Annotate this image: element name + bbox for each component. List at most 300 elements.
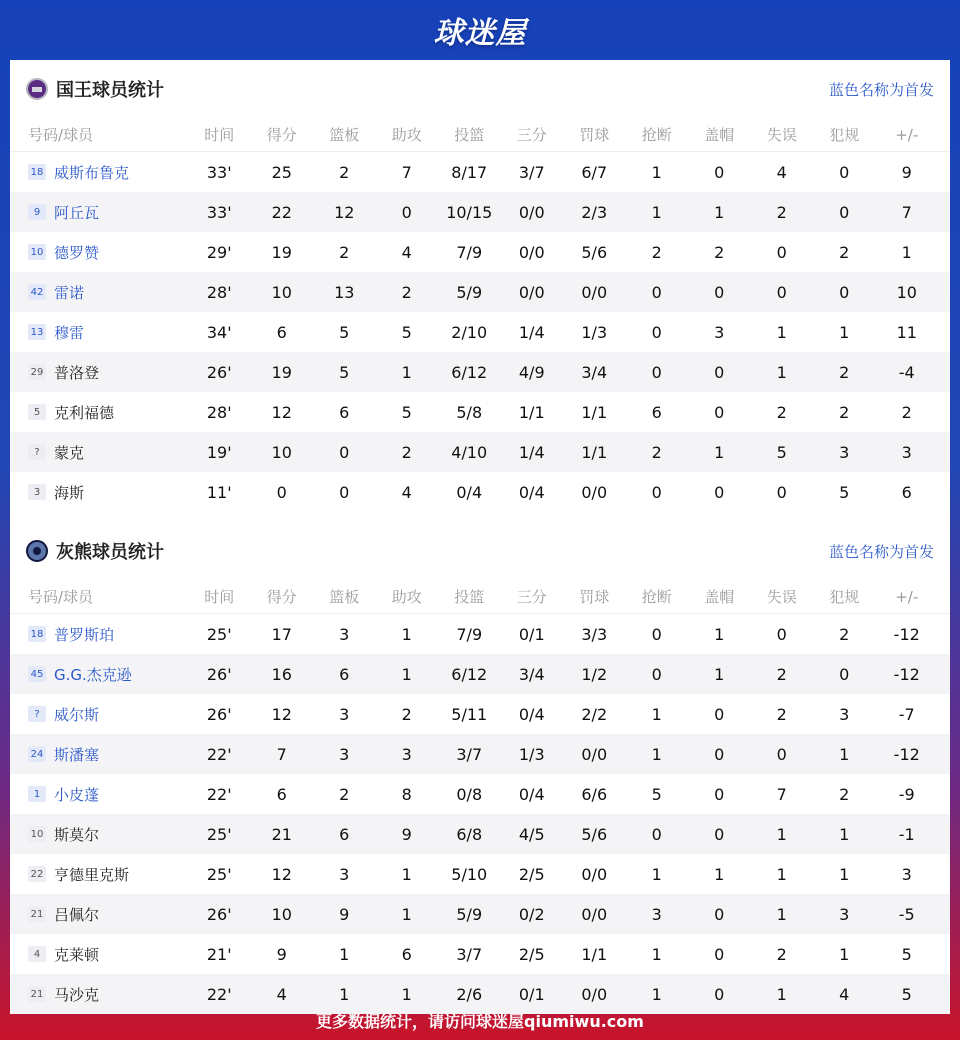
stat-cell: 1 <box>401 984 412 1004</box>
stat-cell: 1/4 <box>518 442 545 462</box>
stat-cell: 1 <box>776 864 787 884</box>
stat-cell: 3 <box>339 864 350 884</box>
player-cell <box>10 944 188 965</box>
column-header: 罚球 <box>579 126 610 144</box>
stat-cell: 2 <box>714 242 725 262</box>
stat-cell: 2 <box>651 442 662 462</box>
stat-cell: 1 <box>651 984 662 1004</box>
stat-cell: 6 <box>276 784 287 804</box>
stat-cell: 1/1 <box>581 944 608 964</box>
stat-cell: 0 <box>339 482 350 502</box>
brand-logo: 球迷屋 <box>433 16 527 51</box>
player-row <box>10 934 950 974</box>
stat-cell: 3 <box>839 704 850 724</box>
stat-cell: -5 <box>898 904 915 924</box>
player-cell <box>10 442 188 463</box>
stat-cell: 1 <box>339 944 350 964</box>
stat-cell: 0 <box>651 624 662 644</box>
stat-cell: 1 <box>776 984 787 1004</box>
stat-cell: 0 <box>776 242 787 262</box>
table-header-row <box>10 580 950 614</box>
stat-cell: 3/7 <box>456 944 483 964</box>
stat-cell: 22' <box>206 784 232 804</box>
stat-cell: 2 <box>401 704 412 724</box>
stat-cell: 5 <box>339 362 350 382</box>
stat-cell: 0 <box>714 362 725 382</box>
stat-cell: 5/9 <box>456 904 483 924</box>
player-name[interactable]: 普罗斯珀 <box>54 625 115 644</box>
stat-cell: -9 <box>898 784 915 804</box>
stat-cell: 3/4 <box>581 362 608 382</box>
stat-cell: 0 <box>651 824 662 844</box>
stat-cell: 1 <box>714 864 725 884</box>
player-name: 克利福德 <box>54 403 115 422</box>
player-row <box>10 614 950 654</box>
stat-cell: 2 <box>839 362 850 382</box>
stat-cell: 0 <box>651 322 662 342</box>
player-cell <box>10 162 188 183</box>
player-row <box>10 432 950 472</box>
stat-cell: 0 <box>714 162 725 182</box>
stat-cell: 28' <box>206 282 232 302</box>
starter-legend: 蓝色名称为首发 <box>828 542 934 561</box>
stat-cell: 0/0 <box>581 744 608 764</box>
stat-cell: 26' <box>206 704 232 724</box>
jersey-number: 1 <box>28 786 46 802</box>
stat-cell: 7 <box>901 202 912 222</box>
stat-cell: 0 <box>776 624 787 644</box>
column-header: 得分 <box>266 126 297 144</box>
stat-cell: 1/3 <box>581 322 608 342</box>
player-row <box>10 654 950 694</box>
stat-cell: 2 <box>839 784 850 804</box>
team-title-group <box>26 76 164 102</box>
column-header: 投篮 <box>454 588 485 606</box>
stat-cell: 0 <box>839 162 850 182</box>
stat-cell: 12 <box>271 704 292 724</box>
player-name: 克莱顿 <box>54 945 100 964</box>
stat-cell: 5/11 <box>451 704 488 724</box>
stat-cell: 1 <box>776 824 787 844</box>
player-name: 斯莫尔 <box>54 825 100 844</box>
stat-cell: 1 <box>339 984 350 1004</box>
stat-cell: 1 <box>651 202 662 222</box>
stat-cell: 0/4 <box>518 784 545 804</box>
stat-cell: 19 <box>271 242 292 262</box>
stat-cell: 2/3 <box>581 202 608 222</box>
stat-cell: 4 <box>401 242 412 262</box>
stat-cell: 7 <box>401 162 412 182</box>
stat-cell: 0 <box>714 904 725 924</box>
player-row <box>10 734 950 774</box>
stat-cell: -7 <box>898 704 915 724</box>
column-header: 篮板 <box>329 588 360 606</box>
stat-cell: 1 <box>776 322 787 342</box>
column-header: 篮板 <box>329 126 360 144</box>
stat-cell: 28' <box>206 402 232 422</box>
stat-cell: 0/0 <box>581 282 608 302</box>
stat-cell: 0/4 <box>518 482 545 502</box>
player-row <box>10 894 950 934</box>
stat-cell: 1 <box>401 624 412 644</box>
stat-cell: 3 <box>339 704 350 724</box>
stat-cell: 1 <box>651 864 662 884</box>
stat-cell: 0 <box>714 984 725 1004</box>
jersey-number: 21 <box>28 906 46 922</box>
team-title: 灰熊球员统计 <box>56 542 164 563</box>
stat-cell: 8/17 <box>451 162 488 182</box>
jersey-number: 42 <box>28 284 46 300</box>
stat-cell: 25' <box>206 864 232 884</box>
stat-cell: 4 <box>401 482 412 502</box>
stat-cell: 25' <box>206 624 232 644</box>
stat-cell: 22' <box>206 984 232 1004</box>
column-header: 助攻 <box>391 126 422 144</box>
stat-cell: 9 <box>901 162 912 182</box>
stat-cell: 1 <box>714 624 725 644</box>
player-row <box>10 774 950 814</box>
stat-cell: 25' <box>206 824 232 844</box>
stat-cell: 0 <box>776 744 787 764</box>
stat-cell: 0 <box>339 442 350 462</box>
stat-cell: 12 <box>334 202 355 222</box>
starter-legend: 蓝色名称为首发 <box>828 80 934 99</box>
stat-cell: -12 <box>893 744 920 764</box>
stat-cell: 1/1 <box>581 402 608 422</box>
stat-cell: 2 <box>401 282 412 302</box>
player-name[interactable]: 雷诺 <box>54 283 85 302</box>
stat-cell: 1 <box>776 362 787 382</box>
stat-cell: 3/7 <box>456 744 483 764</box>
stat-cell: 5/8 <box>456 402 483 422</box>
jersey-number: 22 <box>28 866 46 882</box>
stat-cell: -12 <box>893 664 920 684</box>
stat-cell: 1 <box>651 704 662 724</box>
player-name[interactable]: 威斯布鲁克 <box>54 163 130 182</box>
jersey-number: 4 <box>28 946 46 962</box>
stat-cell: 4/5 <box>518 824 545 844</box>
stat-cell: 6 <box>339 664 350 684</box>
player-name: 吕佩尔 <box>54 905 100 924</box>
stat-cell: 2 <box>776 402 787 422</box>
stat-cell: 1 <box>839 944 850 964</box>
column-header: +/- <box>895 125 919 144</box>
player-row <box>10 232 950 272</box>
stat-cell: 0/1 <box>518 984 545 1004</box>
player-cell <box>10 824 188 845</box>
stat-cell: 22' <box>206 744 232 764</box>
stat-cell: -1 <box>898 824 915 844</box>
stat-cell: 0 <box>714 482 725 502</box>
jersey-number: ? <box>28 444 46 460</box>
player-name[interactable]: 穆雷 <box>54 323 85 342</box>
jersey-number: 9 <box>28 204 46 220</box>
stat-cell: 5/9 <box>456 282 483 302</box>
stat-cell: 7 <box>776 784 787 804</box>
stat-cell: 1/1 <box>581 442 608 462</box>
stat-cell: 3/7 <box>518 162 545 182</box>
stat-cell: 10 <box>896 282 917 302</box>
stat-cell: 6 <box>401 944 412 964</box>
column-header: 盖帽 <box>704 588 735 606</box>
stat-cell: 0 <box>651 282 662 302</box>
stat-cell: 1/1 <box>518 402 545 422</box>
stat-cell: 1 <box>401 362 412 382</box>
player-cell <box>10 784 188 805</box>
stat-cell: 0 <box>776 282 787 302</box>
stat-cell: 2 <box>339 162 350 182</box>
team-title: 国王球员统计 <box>56 80 164 101</box>
jersey-number: 10 <box>28 244 46 260</box>
stat-cell: 19' <box>206 442 232 462</box>
stat-cell: 0/0 <box>581 984 608 1004</box>
stat-cell: 1/2 <box>581 664 608 684</box>
stat-cell: 29' <box>206 242 232 262</box>
player-cell <box>10 904 188 925</box>
stat-cell: 4 <box>276 984 287 1004</box>
jersey-number: 45 <box>28 666 46 682</box>
column-header: 号码/球员 <box>28 126 94 144</box>
player-row <box>10 192 950 232</box>
player-cell <box>10 242 188 263</box>
stat-cell: 10/15 <box>446 202 493 222</box>
stat-cell: 10 <box>271 904 292 924</box>
stat-cell: 10 <box>271 442 292 462</box>
player-name[interactable]: 威尔斯 <box>54 705 100 724</box>
column-header: 得分 <box>266 588 297 606</box>
stat-cell: 0 <box>839 664 850 684</box>
stat-cell: 16 <box>271 664 292 684</box>
column-header: 三分 <box>516 126 547 144</box>
stat-cell: 1 <box>901 242 912 262</box>
stat-cell: 5 <box>839 482 850 502</box>
stat-cell: 0 <box>276 482 287 502</box>
stat-cell: 5/6 <box>581 824 608 844</box>
player-row <box>10 272 950 312</box>
column-header: 罚球 <box>579 588 610 606</box>
stat-cell: 3 <box>839 442 850 462</box>
stat-cell: 26' <box>206 664 232 684</box>
stat-cell: 1 <box>401 664 412 684</box>
stat-cell: 10 <box>271 282 292 302</box>
stat-cell: 3 <box>839 904 850 924</box>
stat-cell: 1 <box>651 944 662 964</box>
column-header: 盖帽 <box>704 126 735 144</box>
player-name[interactable]: G.G.杰克逊 <box>54 665 132 684</box>
stat-cell: 2 <box>339 784 350 804</box>
column-header: 助攻 <box>391 588 422 606</box>
stat-cell: 0 <box>839 202 850 222</box>
stat-cell: 9 <box>339 904 350 924</box>
player-cell <box>10 704 188 725</box>
player-name[interactable]: 德罗赞 <box>54 243 100 262</box>
stat-cell: 3/4 <box>518 664 545 684</box>
stat-cell: 3 <box>901 442 912 462</box>
stat-cell: 6/7 <box>581 162 608 182</box>
stat-cell: 1/4 <box>518 322 545 342</box>
stat-cell: 2/5 <box>518 864 545 884</box>
column-header: 时间 <box>204 588 235 606</box>
stat-cell: 34' <box>206 322 232 342</box>
stat-cell: 2 <box>651 242 662 262</box>
stat-cell: 5 <box>651 784 662 804</box>
column-header: 号码/球员 <box>28 588 94 606</box>
stat-cell: 2 <box>839 624 850 644</box>
stat-cell: 1 <box>714 202 725 222</box>
stat-cell: 2 <box>901 402 912 422</box>
stat-cell: 6/12 <box>451 362 488 382</box>
stat-cell: 0/2 <box>518 904 545 924</box>
stat-cell: 6/6 <box>581 784 608 804</box>
stat-cell: 0 <box>714 944 725 964</box>
stat-cell: 0/0 <box>518 202 545 222</box>
stat-cell: 1 <box>839 864 850 884</box>
player-row <box>10 312 950 352</box>
section-spacer <box>10 512 950 522</box>
stat-cell: 2 <box>839 402 850 422</box>
stat-cell: 11 <box>896 322 917 342</box>
player-name[interactable]: 斯潘塞 <box>54 745 100 764</box>
player-cell <box>10 282 188 303</box>
grizzlies-logo-icon <box>26 540 48 562</box>
jersey-number: 13 <box>28 324 46 340</box>
player-name: 马沙克 <box>54 985 100 1004</box>
stat-cell: 4/10 <box>451 442 488 462</box>
player-row <box>10 152 950 192</box>
stat-cell: 6/12 <box>451 664 488 684</box>
team-section-header <box>10 522 950 580</box>
team-section-header <box>10 60 950 118</box>
stat-cell: 4 <box>839 984 850 1004</box>
stat-cell: 5 <box>776 442 787 462</box>
player-cell <box>10 322 188 343</box>
stat-cell: 0 <box>714 402 725 422</box>
stat-cell: 21' <box>206 944 232 964</box>
stat-cell: 1 <box>651 744 662 764</box>
stat-cell: 0 <box>714 704 725 724</box>
stat-cell: 2 <box>776 664 787 684</box>
stat-cell: -4 <box>898 362 915 382</box>
stat-cell: 0 <box>714 744 725 764</box>
stat-cell: 5 <box>339 322 350 342</box>
stat-cell: 33' <box>206 202 232 222</box>
stat-cell: 2/10 <box>451 322 488 342</box>
stat-cell: 0/0 <box>581 482 608 502</box>
stat-cell: 19 <box>271 362 292 382</box>
stat-cell: 2 <box>401 442 412 462</box>
jersey-number: 21 <box>28 986 46 1002</box>
stat-cell: 7/9 <box>456 624 483 644</box>
stat-cell: 1 <box>401 904 412 924</box>
player-cell <box>10 362 188 383</box>
column-header: 时间 <box>204 126 235 144</box>
player-row <box>10 694 950 734</box>
stat-cell: 7/9 <box>456 242 483 262</box>
stat-cell: 5 <box>901 944 912 964</box>
stat-cell: 0/0 <box>518 282 545 302</box>
jersey-number: 24 <box>28 746 46 762</box>
player-row <box>10 814 950 854</box>
stat-cell: 21 <box>271 824 292 844</box>
stat-cell: 11' <box>206 482 232 502</box>
column-header: 犯规 <box>829 126 860 144</box>
footer-banner: 更多数据统计，请访问球迷屋qiumiwu.com <box>316 1011 644 1031</box>
stat-cell: 4 <box>776 162 787 182</box>
stat-cell: 2 <box>776 944 787 964</box>
stat-cell: 3 <box>339 624 350 644</box>
player-cell <box>10 202 188 223</box>
player-row <box>10 472 950 512</box>
player-name: 海斯 <box>54 483 85 502</box>
player-name[interactable]: 阿丘瓦 <box>54 203 100 222</box>
player-name[interactable]: 小皮蓬 <box>54 785 100 804</box>
player-cell <box>10 744 188 765</box>
stat-cell: 3 <box>339 744 350 764</box>
stat-cell: 17 <box>271 624 292 644</box>
stat-cell: 26' <box>206 362 232 382</box>
stat-cell: 2 <box>339 242 350 262</box>
player-name: 普洛登 <box>54 363 100 382</box>
stat-cell: 9 <box>276 944 287 964</box>
column-header: 犯规 <box>829 588 860 606</box>
column-header: 抢断 <box>641 588 672 606</box>
jersey-number: 18 <box>28 164 46 180</box>
stat-cell: 0/0 <box>581 904 608 924</box>
jersey-number: 18 <box>28 626 46 642</box>
stat-cell: 3 <box>651 904 662 924</box>
stat-cell: 0 <box>651 482 662 502</box>
stat-cell: 0/0 <box>581 864 608 884</box>
jersey-number: 3 <box>28 484 46 500</box>
stat-cell: 2 <box>839 242 850 262</box>
column-header: 投篮 <box>454 126 485 144</box>
player-name: 蒙克 <box>54 443 85 462</box>
stat-cell: 3 <box>901 864 912 884</box>
stat-cell: 0 <box>651 664 662 684</box>
stat-cell: 1/3 <box>518 744 545 764</box>
stat-cell: 6 <box>901 482 912 502</box>
stat-cell: 8 <box>401 784 412 804</box>
stat-cell: 0 <box>714 824 725 844</box>
player-name: 亨德里克斯 <box>54 865 130 884</box>
stat-cell: 1 <box>714 442 725 462</box>
stat-cell: -12 <box>893 624 920 644</box>
stat-cell: 1 <box>401 864 412 884</box>
stat-cell: 26' <box>206 904 232 924</box>
kings-logo-icon <box>26 78 48 100</box>
column-header: 失误 <box>766 588 797 606</box>
stat-cell: 3 <box>401 744 412 764</box>
player-cell <box>10 402 188 423</box>
stat-cell: 0 <box>714 784 725 804</box>
stat-cell: 5 <box>401 322 412 342</box>
stat-cell: 1 <box>776 904 787 924</box>
stat-cell: 5 <box>901 984 912 1004</box>
stat-cell: 0 <box>714 282 725 302</box>
column-header: 抢断 <box>641 126 672 144</box>
stat-cell: 5/10 <box>451 864 488 884</box>
stat-cell: 2/5 <box>518 944 545 964</box>
stat-cell: 6/8 <box>456 824 483 844</box>
stat-cell: 22 <box>271 202 292 222</box>
stat-cell: 33' <box>206 162 232 182</box>
stat-cell: 6 <box>651 402 662 422</box>
player-cell <box>10 864 188 885</box>
column-header: 三分 <box>516 588 547 606</box>
stat-cell: 0 <box>839 282 850 302</box>
stat-cell: 5/6 <box>581 242 608 262</box>
table-header-row <box>10 118 950 152</box>
